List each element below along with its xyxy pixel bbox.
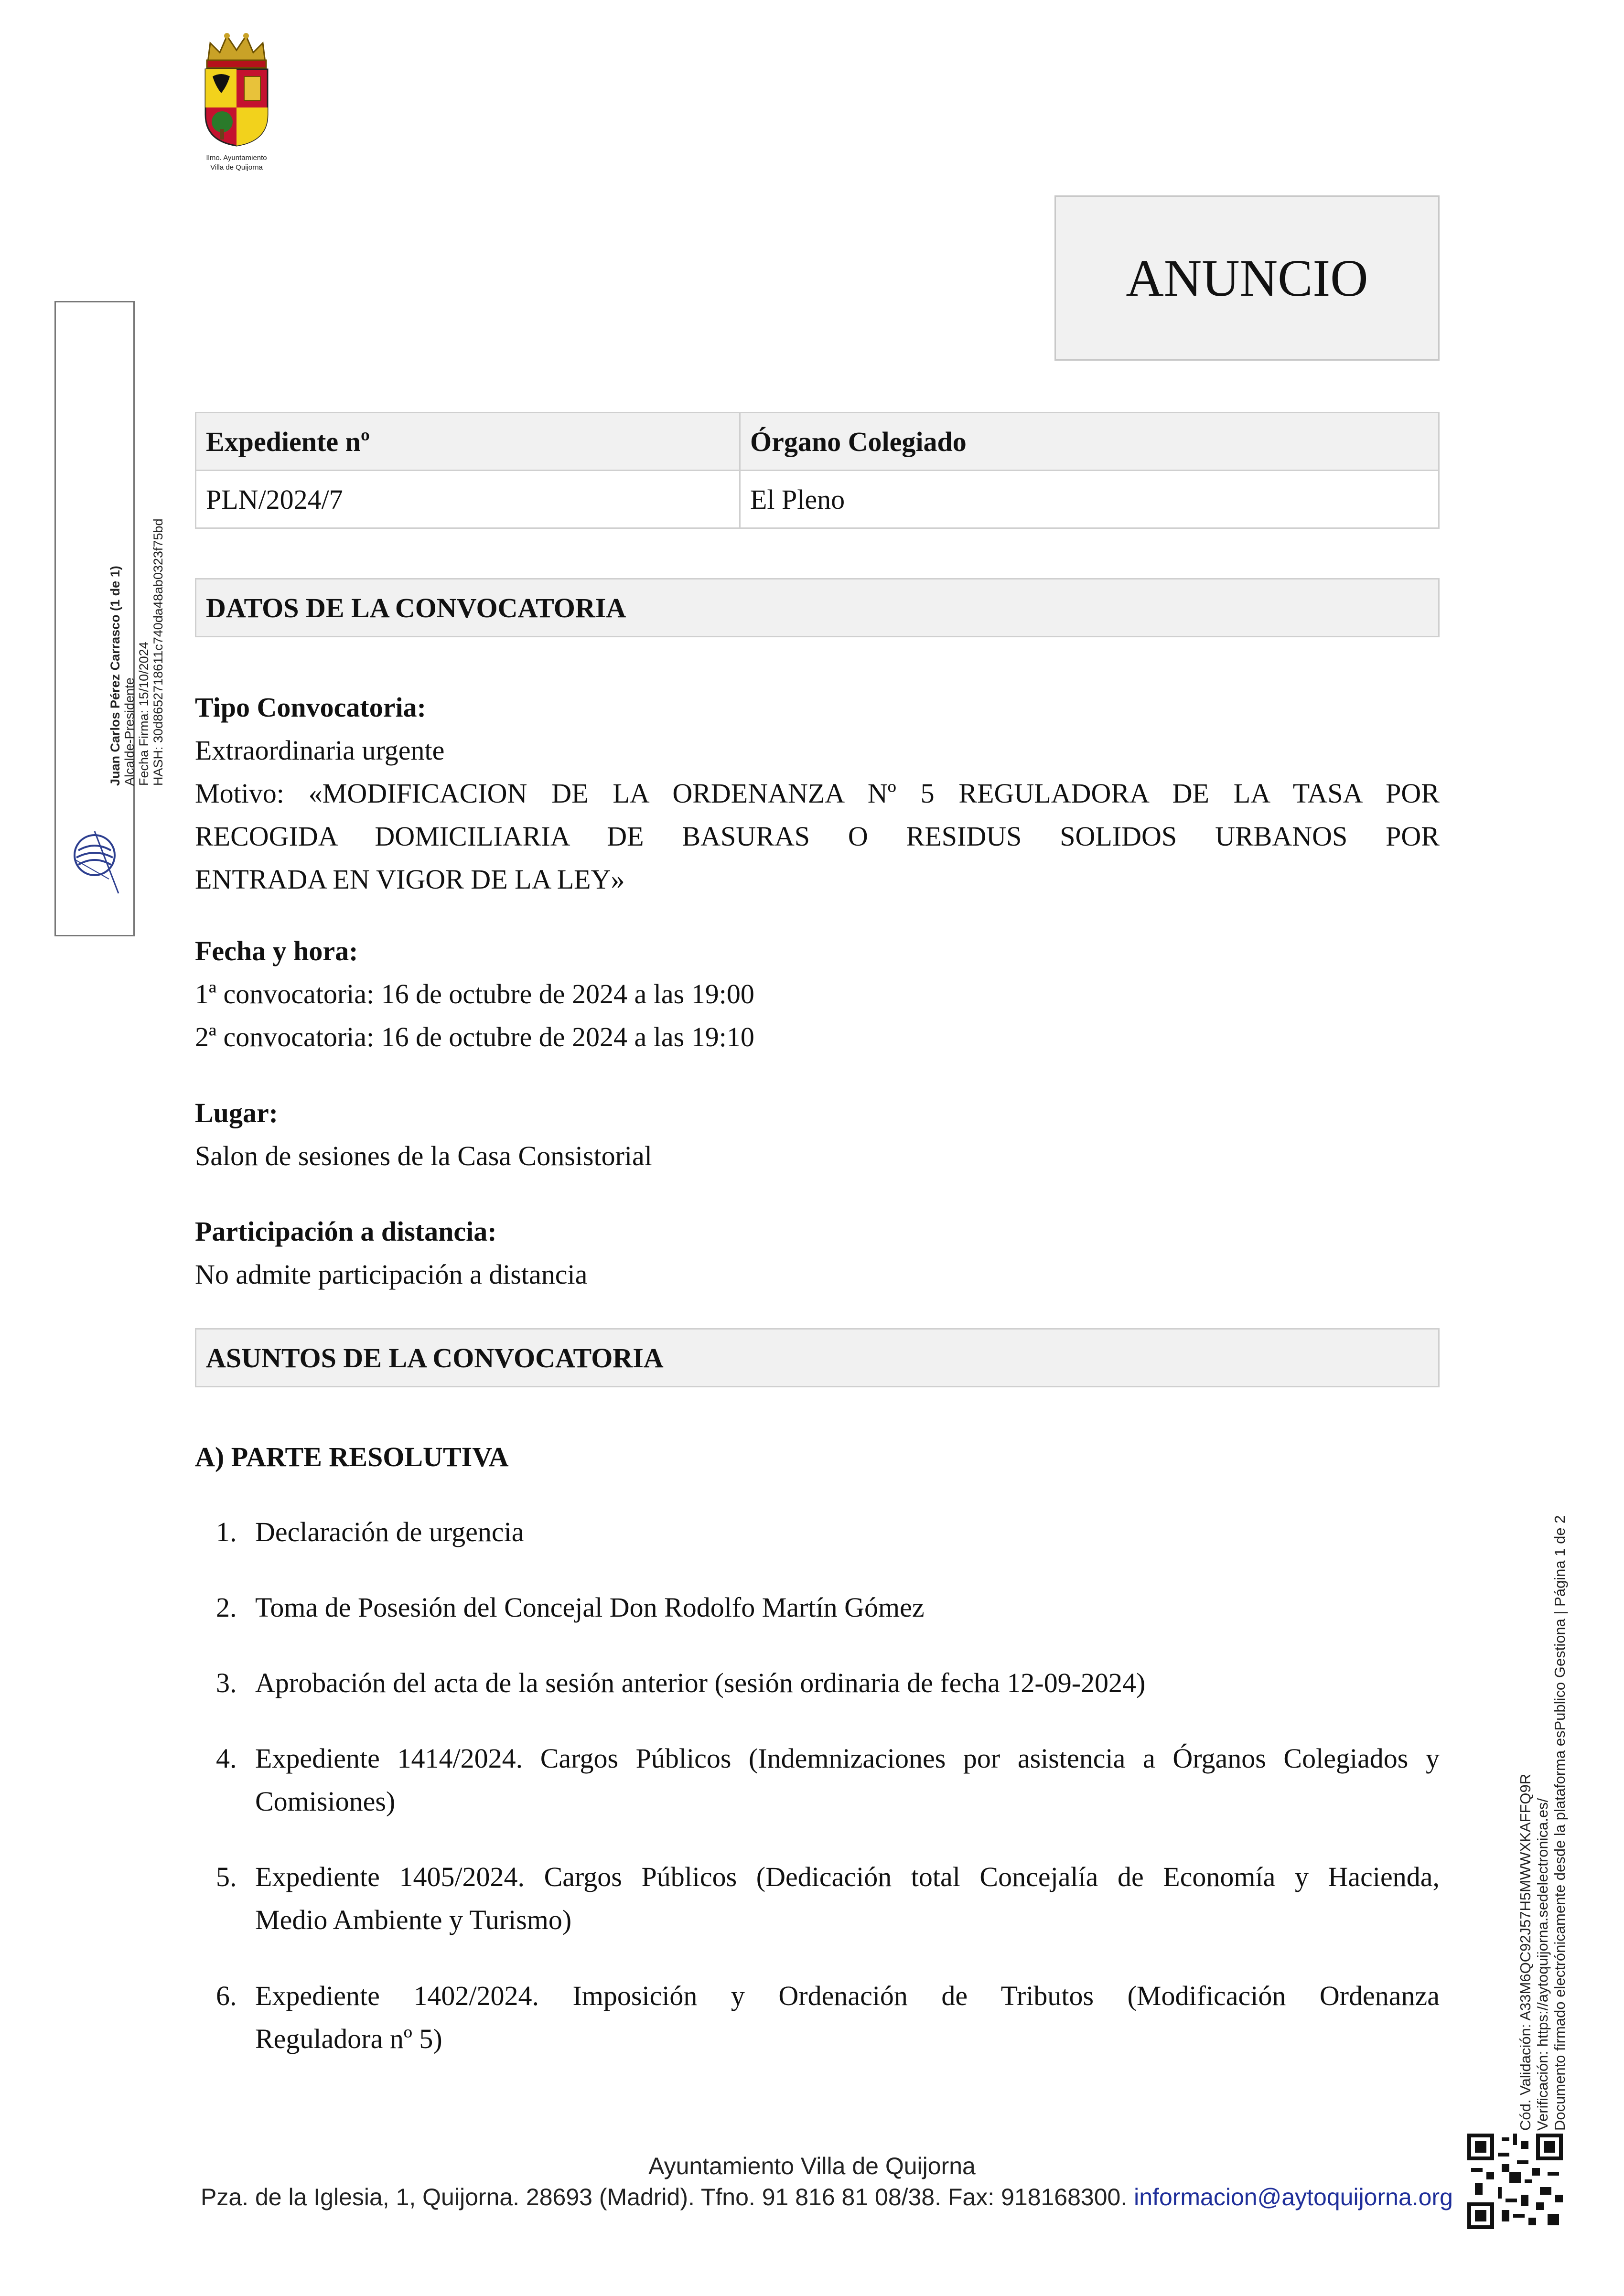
agenda-item-number: 5.	[216, 1861, 237, 1892]
logo-caption-line1: Ilmo. Ayuntamiento	[206, 154, 267, 162]
participacion-value: No admite participación a distancia	[195, 1259, 588, 1290]
agenda-item-text: Aprobación del acta de la sesión anterior (sesión ordinaria de fecha 12-09-2024)	[255, 1667, 1146, 1698]
agenda-item-number: 6.	[216, 1980, 237, 2011]
agenda-item-text-continued: Comisiones)	[255, 1786, 396, 1817]
agenda-item-text-continued: Reguladora nº 5)	[255, 2023, 442, 2054]
electronic-seal-icon	[61, 822, 128, 898]
participacion-label: Participación a distancia:	[195, 1216, 497, 1247]
section-header-asuntos: ASUNTOS DE LA CONVOCATORIA	[195, 1328, 1440, 1387]
signature-date: Fecha Firma: 15/10/2024	[137, 642, 151, 786]
table-header-organo: Órgano Colegiado	[739, 412, 1440, 471]
validation-url: Verificación: https://aytoquijorna.sedelectronica.es/	[1534, 1798, 1551, 2131]
agenda-item-text: Toma de Posesión del Concejal Don Rodolfo Martín Gómez	[255, 1592, 925, 1623]
municipal-coat-of-arms-logo	[191, 29, 282, 182]
signature-hash: HASH: 30d8652718611c740da48ab0323f75bd	[151, 518, 165, 786]
lugar-value: Salon de sesiones de la Casa Consistorial	[195, 1140, 652, 1171]
signature-role: Alcalde-Presidente	[122, 677, 137, 786]
signature-stamp-text	[108, 519, 165, 786]
footer-organization-name: Ayuntamiento Villa de Quijorna	[648, 2153, 976, 2179]
motivo-line-3: ENTRADA EN VIGOR DE LA LEY»	[195, 864, 625, 895]
footer-contact	[201, 2183, 1453, 2211]
coat-of-arms-icon	[198, 29, 275, 148]
qr-code-icon	[1467, 2134, 1563, 2229]
fecha-primera: 1ª convocatoria: 16 de octubre de 2024 a las 19:00	[195, 978, 754, 1009]
tipo-label: Tipo Convocatoria:	[195, 692, 426, 723]
validation-code: Cód. Validación: A33M6QC92J57H5MWWXKAFFQ9R	[1517, 1773, 1534, 2131]
logo-caption-line2: Villa de Quijorna	[210, 163, 263, 172]
agenda-item-text: Expediente 1402/2024. Imposición y Ordenación de Tributos (Modificación Ordenanza	[255, 1980, 1440, 2011]
agenda-item-text-continued: Medio Ambiente y Turismo)	[255, 1904, 572, 1935]
parte-resolutiva-heading: A) PARTE RESOLUTIVA	[195, 1441, 509, 1472]
document-title-box	[1054, 195, 1440, 361]
table-cell-expediente: PLN/2024/7	[195, 470, 741, 529]
validation-doc-info: Documento firmado electrónicamente desde la plataforma esPublico Gestiona | Página 1 de 2	[1551, 1515, 1568, 2131]
validation-text	[1517, 1515, 1569, 2131]
fecha-segunda: 2ª convocatoria: 16 de octubre de 2024 a las 19:10	[195, 1021, 754, 1052]
signature-name: Juan Carlos Pérez Carrasco (1 de 1)	[108, 566, 122, 786]
section-header-datos: DATOS DE LA CONVOCATORIA	[195, 578, 1440, 637]
agenda-item-text: Expediente 1405/2024. Cargos Públicos (Dedicación total Concejalía de Economía y Hacienda,	[255, 1861, 1440, 1892]
table-cell-organo: El Pleno	[739, 470, 1440, 529]
tipo-value: Extraordinaria urgente	[195, 735, 445, 766]
footer-email-link[interactable]: informacion@aytoquijorna.org	[1134, 2184, 1453, 2210]
agenda-item-number: 4.	[216, 1743, 237, 1774]
agenda-item-text: Declaración de urgencia	[255, 1516, 524, 1547]
fecha-label: Fecha y hora:	[195, 935, 358, 966]
lugar-label: Lugar:	[195, 1097, 278, 1128]
agenda-item-text: Expediente 1414/2024. Cargos Públicos (Indemnizaciones por asistencia a Órganos Colegiados y	[255, 1743, 1440, 1774]
agenda-item-number: 1.	[216, 1516, 237, 1547]
motivo-line-1: Motivo: «MODIFICACION DE LA ORDENANZA Nº 5 REGULADORA DE LA TASA POR	[195, 778, 1440, 809]
motivo-line-2: RECOGIDA DOMICILIARIA DE BASURAS O RESIDUS SOLIDOS URBANOS POR	[195, 821, 1440, 852]
footer-address: Pza. de la Iglesia, 1, Quijorna. 28693 (Madrid). Tfno. 91 816 81 08/38. Fax: 918168300.	[201, 2184, 1128, 2210]
agenda-item-number: 2.	[216, 1592, 237, 1623]
agenda-item-number: 3.	[216, 1667, 237, 1698]
table-header-expediente: Expediente nº	[195, 412, 741, 471]
document-title: ANUNCIO	[1126, 248, 1368, 307]
